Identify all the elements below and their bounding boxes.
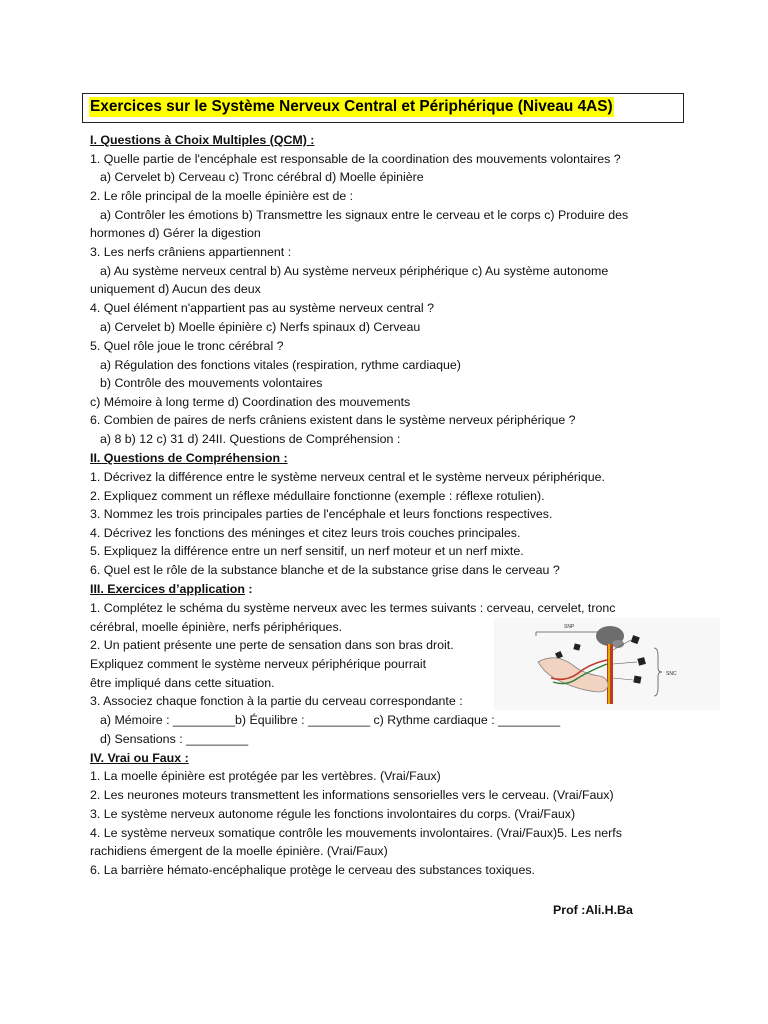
snc-label: SNC — [666, 671, 677, 677]
s2-item-4: 4. Décrivez les fonctions des méninges et citez leurs trois couches principales. — [90, 526, 521, 540]
q2-options-cont: hormones d) Gérer la digestion — [90, 226, 261, 240]
nervous-system-figure — [494, 618, 720, 710]
q6-options: a) 8 b) 12 c) 31 d) 24II. Questions de Compréhension : — [100, 432, 401, 446]
q4-options: a) Cervelet b) Moelle épinière c) Nerfs spinaux d) Cerveau — [100, 320, 421, 334]
s2-item-3: 3. Nommez les trois principales parties de l'encéphale et leurs fonctions respectives. — [90, 507, 553, 521]
page-title: Exercices sur le Système Nerveux Central et Périphérique (Niveau 4AS) — [90, 98, 613, 115]
snp-label: SNP — [564, 624, 575, 630]
s3-item-3: 3. Associez chaque fonction à la partie du cerveau correspondante : — [90, 694, 463, 708]
s4-item-1: 1. La moelle épinière est protégée par les vertèbres. (Vrai/Faux) — [90, 769, 441, 783]
q5-option-b: b) Contrôle des mouvements volontaires — [100, 376, 323, 390]
author-signature: Prof :Ali.H.Ba — [553, 903, 633, 917]
s3-item-3-blank-d: d) Sensations : _________ — [100, 732, 249, 746]
q5-option-a: a) Régulation des fonctions vitales (respiration, rythme cardiaque) — [100, 358, 461, 372]
s3-item-3-blanks: a) Mémoire : _________b) Équilibre : _________ c) Rythme cardiaque : _________ — [100, 713, 561, 727]
q5-option-cd: c) Mémoire à long terme d) Coordination des mouvements — [90, 395, 411, 409]
cerebellum-shape — [612, 640, 624, 648]
section-2-heading: II. Questions de Compréhension : — [90, 451, 288, 465]
s3-item-1-cont: cérébral, moelle épinière, nerfs périphériques. — [90, 620, 343, 634]
s4-item-4: 4. Le système nerveux somatique contrôle les mouvements involontaires. (Vrai/Faux)5. Les nerfs — [90, 826, 622, 840]
s3-item-1: 1. Complétez le schéma du système nerveux avec les termes suivants : cerveau, cervelet, tronc — [90, 601, 616, 615]
s4-item-3: 3. Le système nerveux autonome régule les fonctions involontaires du corps. (Vrai/Faux) — [90, 807, 576, 821]
q3-options: a) Au système nerveux central b) Au système nerveux périphérique c) Au système autonome — [100, 264, 609, 278]
nervous-system-diagram — [494, 618, 720, 710]
q4-text: 4. Quel élément n'appartient pas au système nerveux central ? — [90, 301, 434, 315]
s4-item-4-cont: rachidiens émergent de la moelle épinière. (Vrai/Faux) — [90, 844, 388, 858]
s2-item-6: 6. Quel est le rôle de la substance blanche et de la substance grise dans le cerveau ? — [90, 563, 560, 577]
q2-options: a) Contrôler les émotions b) Transmettre les signaux entre le cerveau et le corps c) Produire des — [100, 208, 629, 222]
section-3-heading-suffix: : — [244, 582, 253, 596]
s4-item-2: 2. Les neurones moteurs transmettent les informations sensorielles vers le cerveau. (Vrai/Faux) — [90, 788, 614, 802]
section-1-heading: I. Questions à Choix Multiples (QCM) : — [90, 133, 315, 147]
section-4-heading: IV. Vrai ou Faux : — [90, 751, 189, 765]
section-3-heading — [90, 580, 253, 598]
s3-item-2-cont-b: être impliqué dans cette situation. — [90, 676, 275, 690]
s3-item-2: 2. Un patient présente une perte de sensation dans son bras droit. — [90, 638, 454, 652]
s3-item-2-cont-a: Expliquez comment le système nerveux périphérique pourrait — [90, 657, 427, 671]
q3-text: 3. Les nerfs crâniens appartiennent : — [90, 245, 292, 259]
q1-options: a) Cervelet b) Cerveau c) Tronc cérébral d) Moelle épinière — [100, 170, 424, 184]
q2-text: 2. Le rôle principal de la moelle épinière est de : — [90, 189, 354, 203]
s4-item-6: 6. La barrière hémato-encéphalique protège le cerveau des substances toxiques. — [90, 863, 535, 877]
q1-text: 1. Quelle partie de l'encéphale est responsable de la coordination des mouvements volontaires ? — [90, 152, 621, 166]
organ-box-2 — [637, 657, 646, 666]
snc-bracket — [654, 648, 662, 696]
q5-text: 5. Quel rôle joue le tronc cérébral ? — [90, 339, 284, 353]
title-box — [82, 93, 684, 123]
s2-item-2: 2. Expliquez comment un réflexe médullaire fonctionne (exemple : réflexe rotulien). — [90, 489, 545, 503]
spinal-cord-inner — [608, 644, 610, 704]
q3-options-cont: uniquement d) Aucun des deux — [90, 282, 261, 296]
organ-box-5 — [573, 643, 580, 650]
organ-box-3 — [633, 676, 641, 684]
s2-item-5: 5. Expliquez la différence entre un nerf sensitif, un nerf moteur et un nerf mixte. — [90, 544, 524, 558]
s2-item-1: 1. Décrivez la différence entre le système nerveux central et le système nerveux périphérique. — [90, 470, 605, 484]
organ-box-1 — [631, 635, 640, 644]
q6-text: 6. Combien de paires de nerfs crâniens existent dans le système nerveux périphérique ? — [90, 413, 576, 427]
section-3-heading-text: III. Exercices d’application — [90, 582, 245, 596]
